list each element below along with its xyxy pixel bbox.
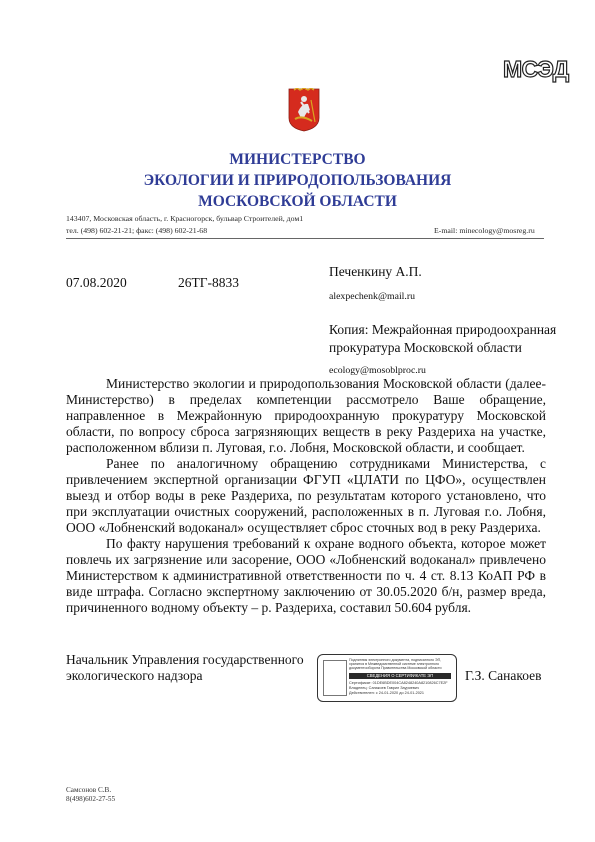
ministry-email: E-mail: minecology@mosreg.ru bbox=[434, 226, 535, 235]
executor-phone: 8(498)602-27-55 bbox=[66, 795, 116, 803]
electronic-signature-stamp bbox=[317, 654, 457, 702]
copy-email: ecology@mosoblproc.ru bbox=[329, 365, 426, 376]
ministry-address: 143407, Московская область, г. Красногорск, бульвар Строителей, дом1 bbox=[66, 214, 304, 223]
signer-position: Начальник Управления государственного экологического надзора bbox=[66, 652, 304, 683]
executor-name: Самсонов С.В. bbox=[66, 786, 112, 794]
letter-date: 07.08.2020 bbox=[66, 275, 127, 290]
stamp-header: СВЕДЕНИЯ О СЕРТИФИКАТЕ ЭП bbox=[349, 673, 451, 679]
ministry-title-line-1: МИНИСТЕРСТВО bbox=[229, 151, 366, 168]
letter-reg-number: 26ТГ-8833 bbox=[178, 275, 240, 290]
copy-to: Копия: Межрайонная природоохранная прокуратура Московской области bbox=[329, 322, 557, 355]
body-paragraph: По факту нарушения требований к охране водного объекта, которое может повлечь их загрязнение или засорение, ООО «Лобненский водоканал» привлечено Министерством к административной ответственности по ч. 4 ст. 8.13 КоАП РФ в виде штрафа. Согласно экспертному заключению от 30.05.2020 б/н, размер вреда, причиненного водному объекту – р. Раздериха, составил 50.604 рубля. bbox=[66, 536, 546, 615]
msed-registry-mark: МСЭД bbox=[503, 56, 569, 82]
stamp-note: Подлинник электронного документа, подписанного ЭП, хранится в Межведомственной системе электронного документооборота Правительства Московской области bbox=[349, 658, 442, 671]
stamp-certificate: Сертификат: 01DE6BDE004CA8248240A8210826C7E2F bbox=[349, 681, 448, 685]
seal-icon bbox=[323, 660, 347, 696]
ministry-title-line-3: МОСКОВСКОЙ ОБЛАСТИ bbox=[198, 193, 397, 210]
recipient-name: Печенкину А.П. bbox=[329, 264, 422, 279]
stamp-owner: Владелец: Санакоев Гаврил Зауриевич bbox=[349, 686, 419, 690]
signer-name: Г.З. Санакоев bbox=[465, 668, 542, 683]
ministry-phones: тел. (498) 602-21-21; факс: (498) 602-21-68 bbox=[66, 226, 208, 235]
executor-block bbox=[66, 786, 115, 804]
body-paragraph: Ранее по аналогичному обращению сотрудниками Министерства, с привлечением экспертной организации ФГУП «ЦЛАТИ по ЦФО», осуществлен выезд и отбор воды в реке Раздериха, по результатам которого установлено, что при эксплуатации очистных сооружений, расположенных в п. Луговая г.о. Лобня, ООО «Лобненский водоканал» осуществляет сброс сточных вод в реку Раздериха. bbox=[66, 456, 546, 535]
recipient-email: alexpechenk@mail.ru bbox=[329, 291, 416, 302]
body-paragraph: Министерство экологии и природопользования Московской области (далее-Министерство) в пределах компетенции рассмотрело Ваше обращение, направленное в Межрайонную природоохранную прокуратуру Московской области, по вопросу сброса загрязняющих веществ в реку Раздериха на участке, расположенном вблизи п. Луговая, г.о. Лобня, Московской области, и сообщает. bbox=[66, 376, 546, 455]
letter-body bbox=[66, 376, 546, 616]
moscow-oblast-coat-of-arms-icon bbox=[288, 88, 320, 132]
header-divider bbox=[66, 238, 544, 239]
ministry-title-line-2: ЭКОЛОГИИ И ПРИРОДОПОЛЬЗОВАНИЯ bbox=[143, 172, 452, 189]
stamp-validity: Действителен: с 24-01-2020 до 24-01-2021 bbox=[349, 691, 425, 695]
